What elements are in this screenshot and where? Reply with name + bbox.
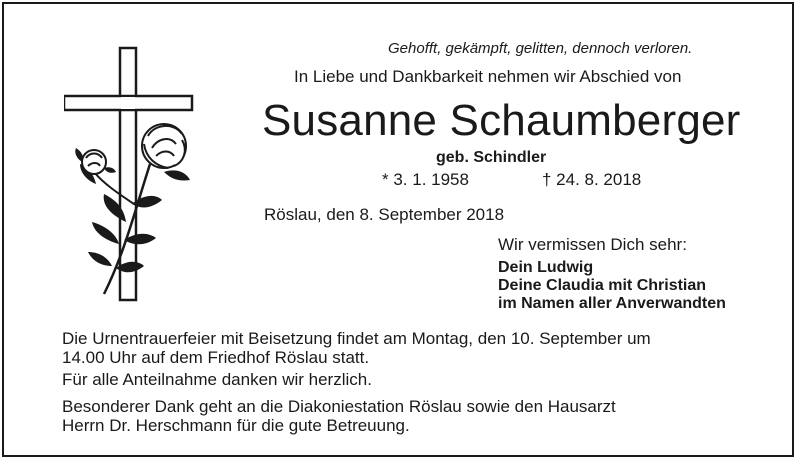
motto: Gehofft, gekämpft, gelitten, dennoch verloren. — [388, 40, 693, 57]
funeral-info — [62, 329, 651, 367]
obituary-notice — [2, 2, 794, 457]
thanks-text: Für alle Anteilnahme danken wir herzlich. — [62, 370, 372, 389]
death-date: † 24. 8. 2018 — [542, 170, 642, 189]
deceased-name: Susanne Schaumberger — [262, 96, 741, 145]
mourners-heading: Wir vermissen Dich sehr: — [498, 235, 687, 254]
birth-date: * 3. 1. 1958 — [382, 170, 469, 189]
mourner-line: im Namen aller Anverwandten — [498, 295, 726, 312]
birth-name: geb. Schindler — [436, 149, 547, 166]
special-thanks-line: Herrn Dr. Herschmann für die gute Betreuung. — [62, 416, 410, 435]
intro-text: In Liebe und Dankbarkeit nehmen wir Abschied von — [294, 67, 682, 86]
place-date: Röslau, den 8. September 2018 — [264, 205, 505, 224]
mourner-line: Dein Ludwig — [498, 259, 594, 276]
cross-with-rose-icon — [64, 44, 224, 304]
funeral-info-line: 14.00 Uhr auf dem Friedhof Röslau statt. — [62, 348, 370, 367]
special-thanks-line: Besonderer Dank geht an die Diakoniestation Röslau sowie den Hausarzt — [62, 397, 616, 416]
funeral-info-line: Die Urnentrauerfeier mit Beisetzung findet am Montag, den 10. September um — [62, 329, 651, 348]
mourner-line: Deine Claudia mit Christian — [498, 277, 707, 294]
special-thanks — [62, 397, 616, 435]
